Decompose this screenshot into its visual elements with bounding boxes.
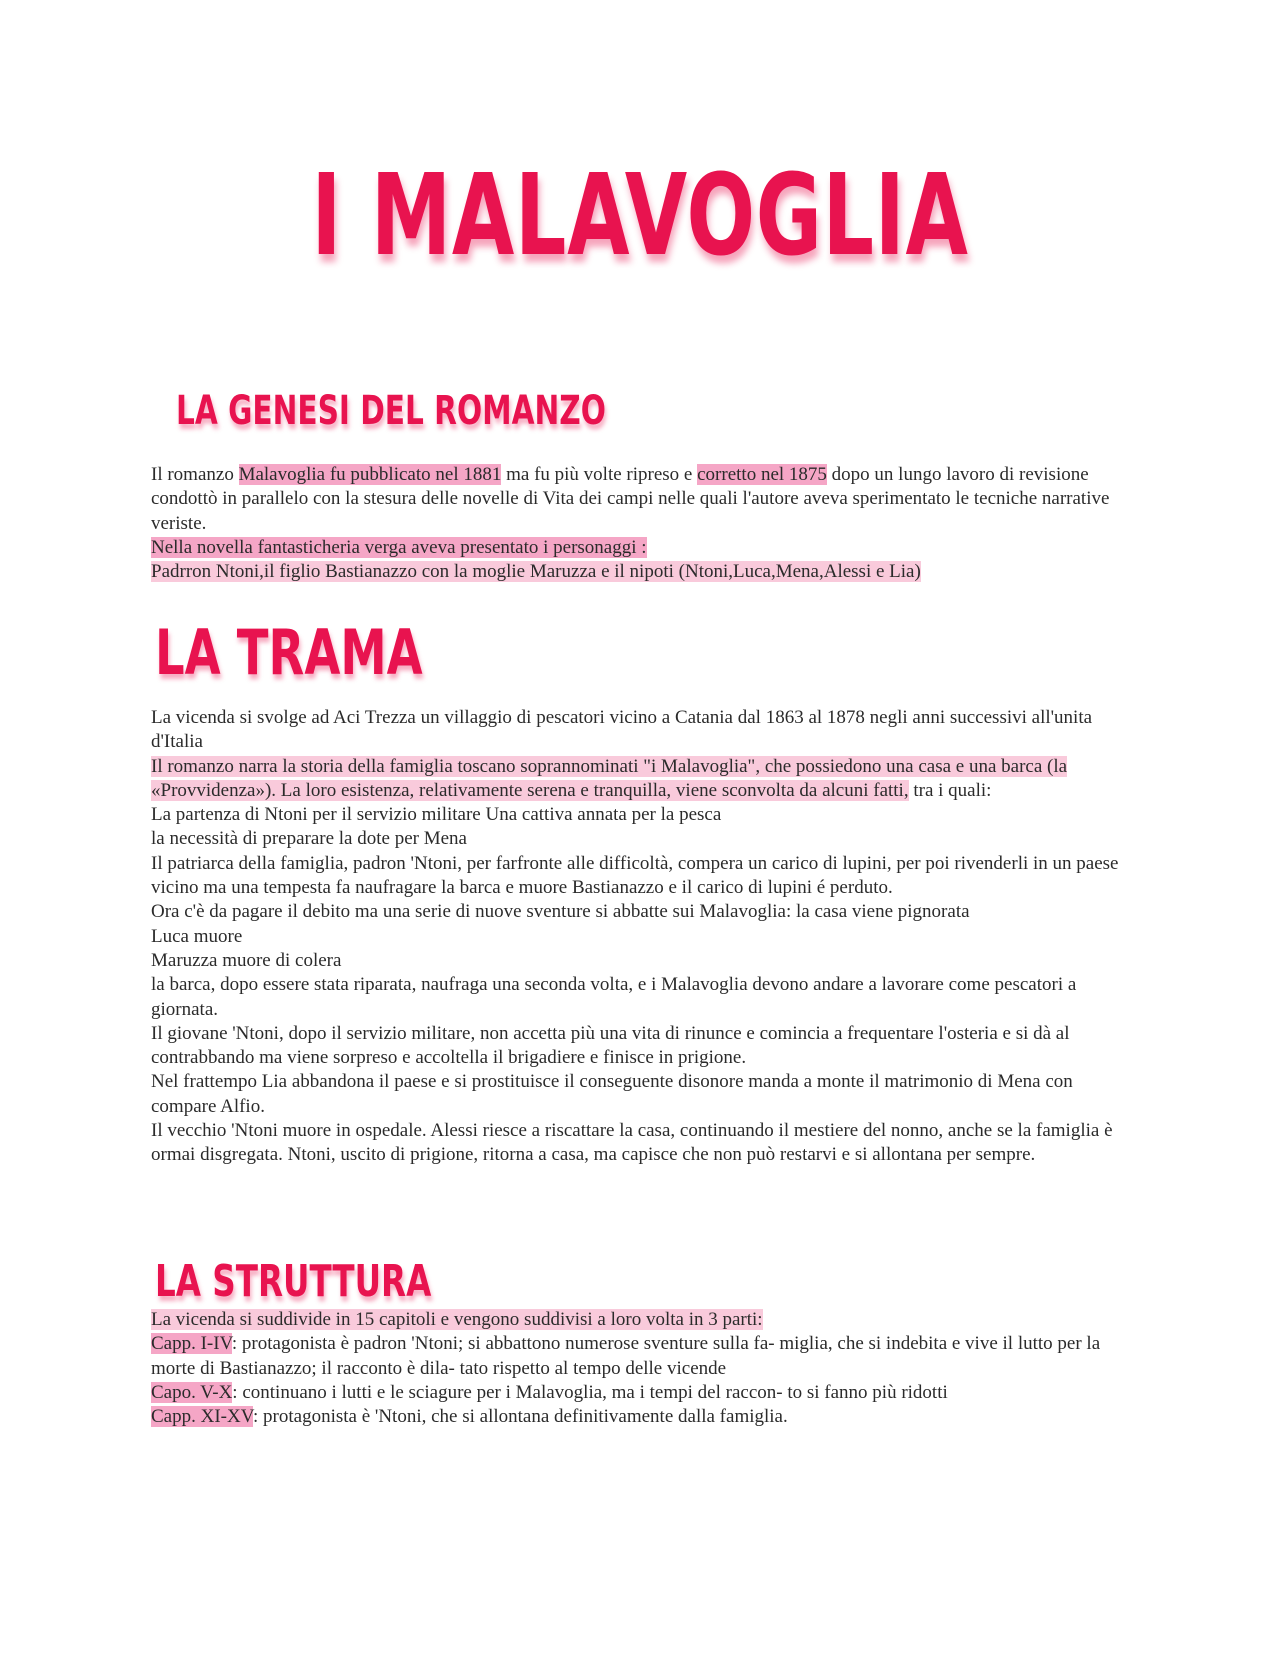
struttura-part-text: : protagonista è padron 'Ntoni; si abbattono numerose sventure sulla fa- miglia, che si indebita e vive il lutto per la morte di Bastianazzo; il racconto è dila- tato rispetto al tempo delle vicende [151,1333,1101,1379]
trama-paragraph: Maruzza muore di colera [151,949,342,971]
trama-paragraph: La partenza di Ntoni per il servizio militare Una cattiva annata per la pesca [151,804,722,826]
genesi-text-run: ma fu più volte ripreso e [501,464,698,485]
trama-paragraph: la barca, dopo essere stata riparata, naufraga una seconda volta, e i Malavoglia devono andare a lavorare come pescatori a giornata. [151,974,1077,1020]
struttura-part [151,1332,1141,1381]
struttura-text [151,1308,1141,1429]
highlight-correction: corretto nel 1875 [697,464,827,485]
genesi-paragraph-1 [151,463,1141,536]
highlight-fantasticheria: Nella novella fantasticheria verga aveva presentato i personaggi : [151,536,647,558]
struttura-part [151,1381,1141,1405]
section-heading-genesi: LA GENESI DEL ROMANZO [176,388,606,434]
trama-paragraph: Il vecchio 'Ntoni muore in ospedale. Alessi riesce a riscattare la casa, continuando il mestiere del nonno, anche se la famiglia è ormai disgregata. Ntoni, uscito di prigione, ritorna a casa, ma capisce che non può restarvi e si allontana per sempre. [151,1120,1113,1166]
highlight-structure-intro: La vicenda si suddivide in 15 capitoli e vengono suddivisi a loro volta in 3 parti: [151,1309,763,1330]
genesi-text [151,463,1141,584]
genesi-text-run: dopo un lungo lavoro di revisione condottò in parallelo con la stesura delle novelle di Vita dei campi nelle quali l'autore aveva sperimentato le tecniche narrative veriste. [151,464,1110,534]
trama-paragraph: Il patriarca della famiglia, padron 'Ntoni, per farfronte alle difficoltà, compera un carico di lupini, per poi rivenderli in un paese vicino ma una tempesta fa naufragare la barca e muore Bastianazzo e il carico di lupini é perduto. [151,852,1119,899]
genesi-paragraph-3 [151,560,1141,584]
trama-paragraph: La vicenda si svolge ad Aci Trezza un villaggio di pescatori vicino a Catania dal 1863 al 1878 negli anni successivi all'unita d'Italia [151,707,1093,753]
highlight-part-label: Capp. I-IV [151,1333,232,1355]
trama-paragraph: Nel frattempo Lia abbandona il paese e si prostituisce il conseguente disonore manda a monte il matrimonio di Mena con compare Alfio. [151,1071,1073,1117]
section-heading-struttura: LA STRUTTURA [155,1256,432,1307]
trama-paragraph: Il giovane 'Ntoni, dopo il servizio militare, non accetta più una vita di rinunce e comincia a frequentare l'osteria e si dà al contrabbando ma viene sorpreso e accoltella il brigadiere e finisce in prigione. [151,1022,1070,1069]
section-heading-trama: LA TRAMA [155,616,423,689]
trama-paragraph: la necessità di preparare la dote per Mena [151,828,467,850]
highlight-part-label: Capo. V-X [151,1381,233,1403]
highlight-characters: Padrron Ntoni,il figlio Bastianazzo con la moglie Maruzza e il nipoti (Ntoni,Luca,Mena,Alessi e Lia) [151,561,921,583]
struttura-part-text: : continuano i lutti e le sciagure per i Malavoglia, ma i tempi del raccon- to si fanno più ridotti [232,1381,948,1403]
genesi-text-run: Il romanzo [151,464,239,485]
trama-text-run: tra i quali: [908,779,992,801]
struttura-intro [151,1308,1141,1332]
highlight-part-label: Capp. XI-XV [151,1406,254,1428]
trama-text [151,706,1141,1168]
trama-paragraph [151,755,1141,804]
genesi-paragraph-2 [151,536,1141,560]
struttura-part-text: : protagonista è 'Ntoni, che si allontana definitivamente dalla famiglia. [253,1406,788,1428]
trama-paragraph: Ora c'è da pagare il debito ma una serie di nuove sventure si abbatte sui Malavoglia: la casa viene pignorata [151,901,970,923]
page-title: I MALAVOGLIA [311,151,969,281]
highlight-plot-summary: Il romanzo narra la storia della famiglia toscano soprannominati "i Malavoglia", che possiedono una casa e una barca (la «Provvidenza»). La loro esistenza, relativamente serena e tranquilla, viene sconvolta da alcuni fatti, [151,755,1068,801]
highlight-publication: Malavoglia fu pubblicato nel 1881 [238,464,502,485]
trama-paragraph: Luca muore [151,925,243,947]
struttura-part [151,1405,1141,1429]
